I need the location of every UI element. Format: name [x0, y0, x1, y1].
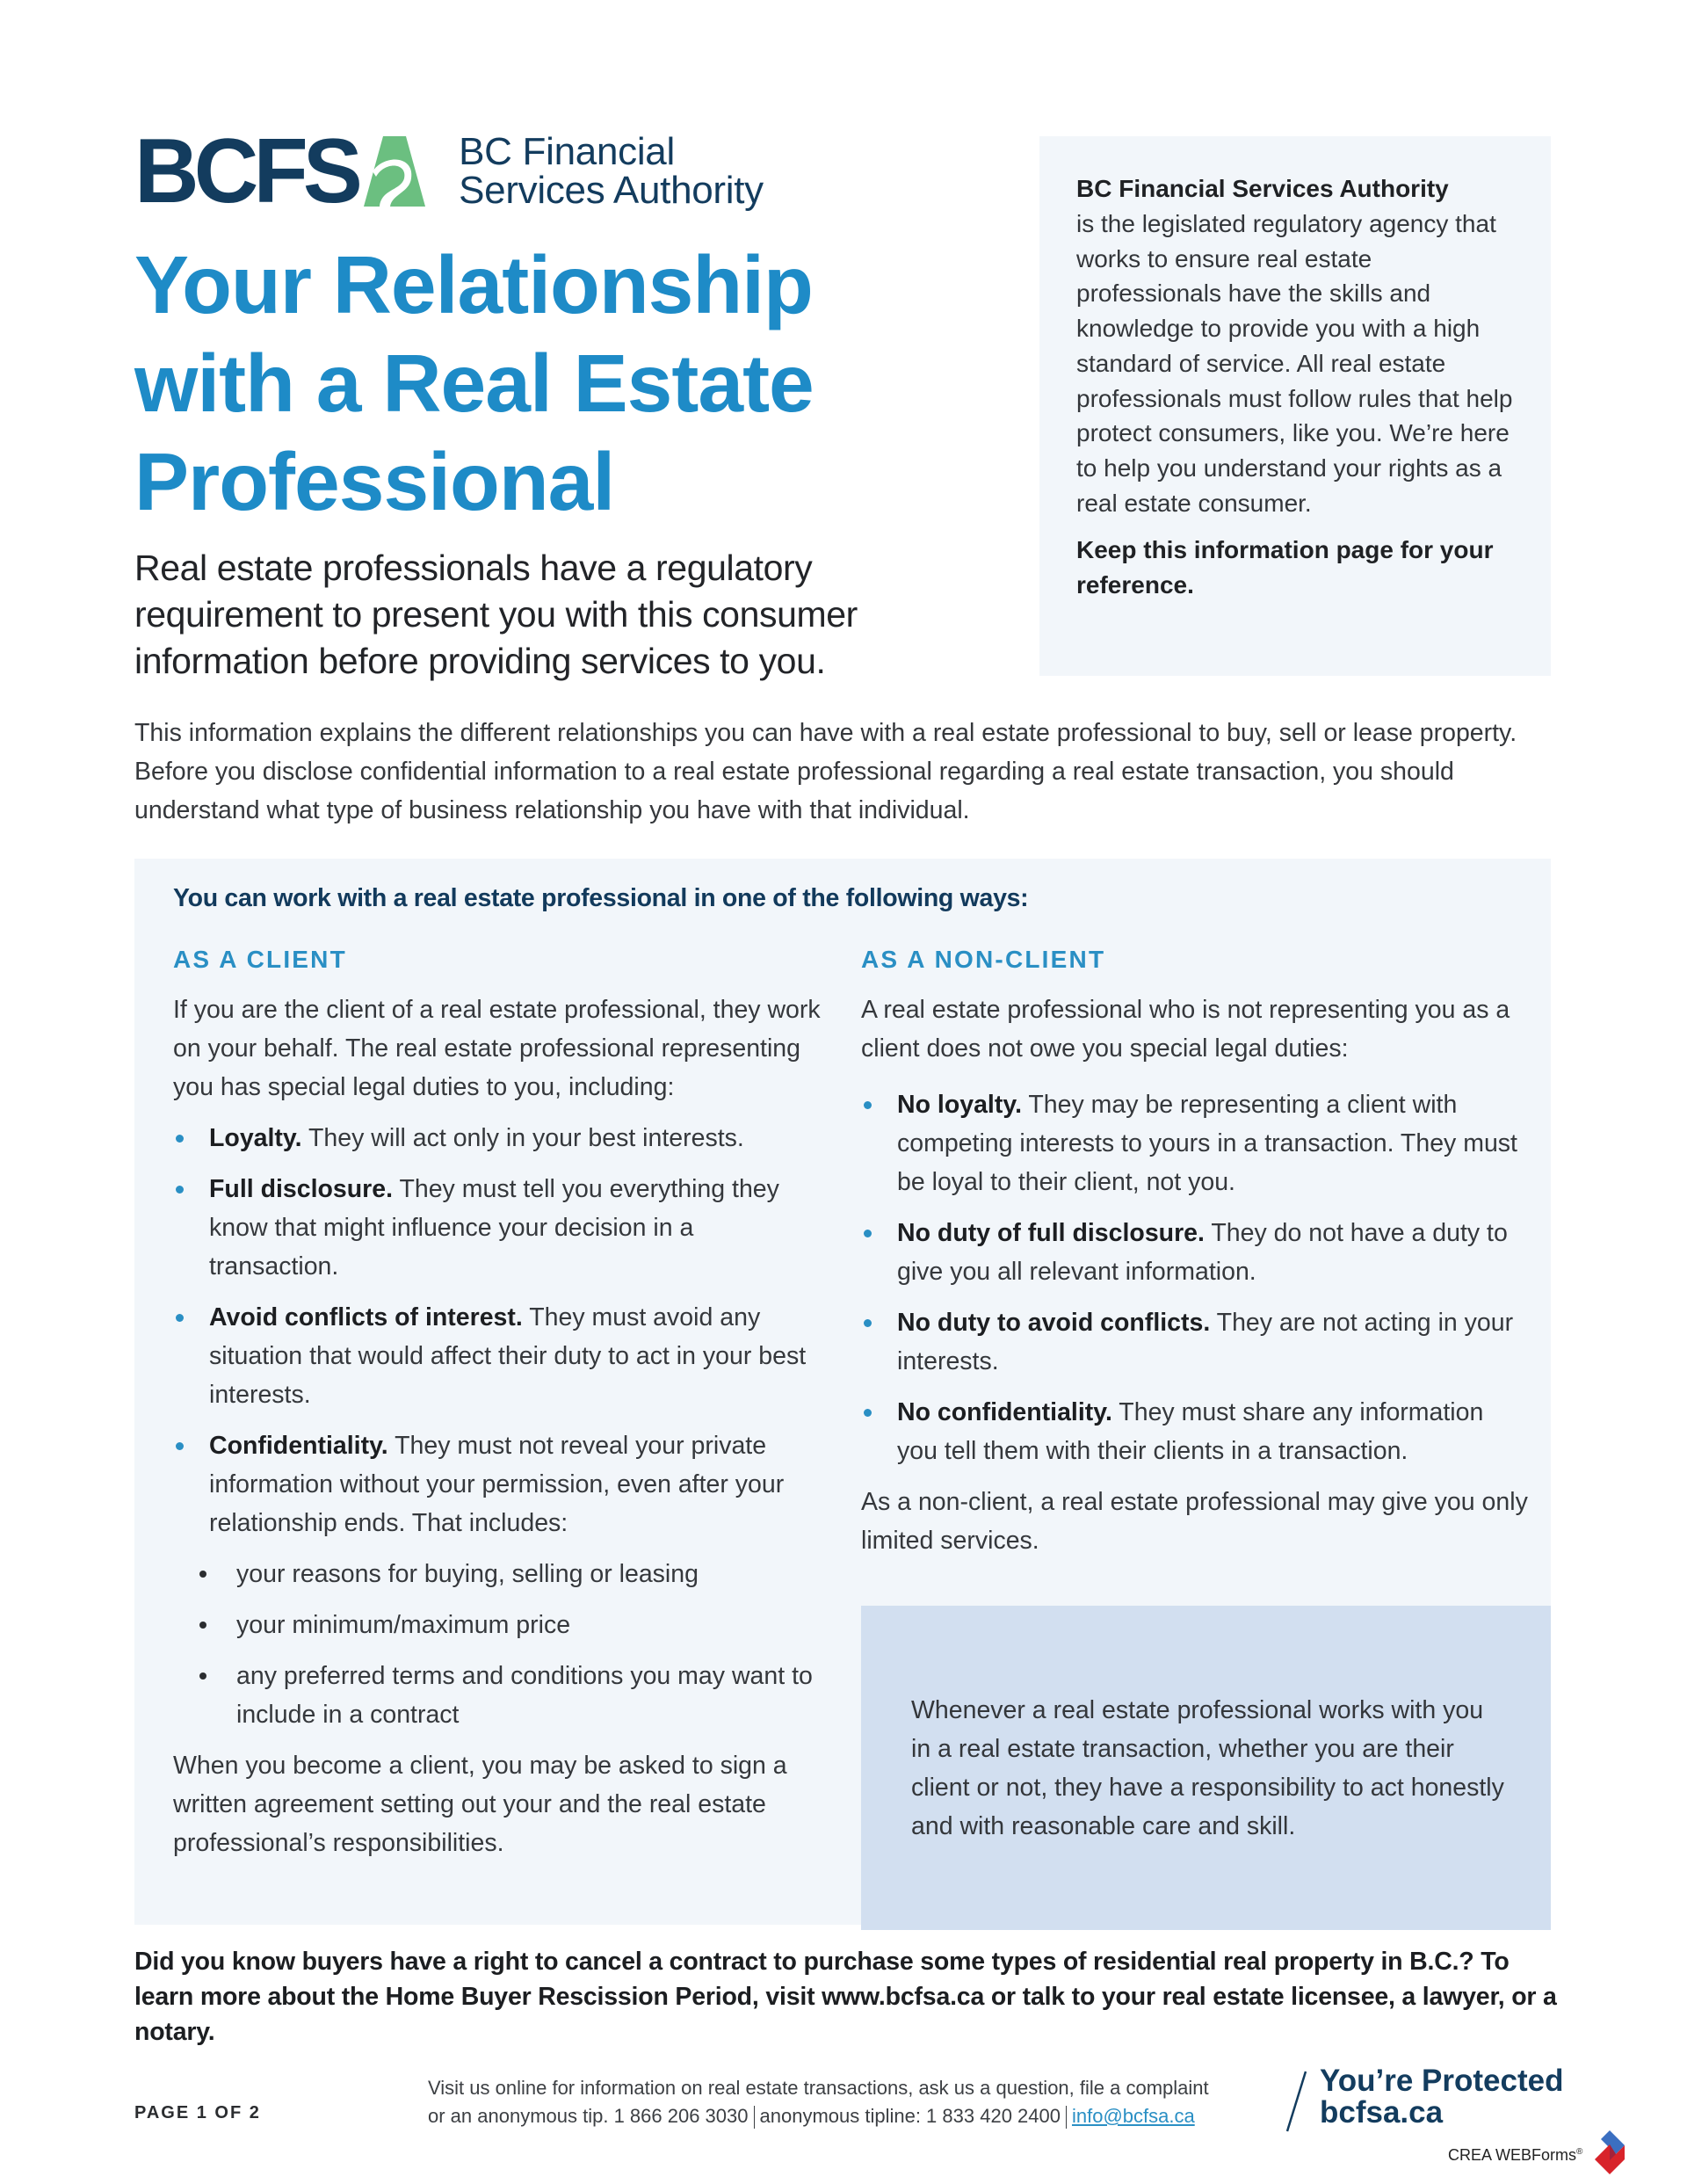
crea-text: CREA WEBForms	[1448, 2146, 1577, 2164]
contact-line1: Visit us online for information on real estate transactions, ask us a question, file a complaint	[428, 2077, 1209, 2099]
duty-term: No duty to avoid conflicts.	[897, 1309, 1211, 1337]
intro-paragraph: This information explains the different relationships you can have with a real estate professional to buy, sell or lease property. Before you disclose confidential information to a real estate professional regarding a real estate transaction, you should understand what type of business relationship you have with that individual.	[134, 719, 1517, 824]
page-title	[134, 236, 925, 531]
page-number: PAGE 1 OF 2	[134, 2103, 261, 2122]
responsibility-callout	[861, 1606, 1551, 1930]
list-item	[861, 1214, 1529, 1291]
list-item	[173, 1657, 823, 1734]
protected-text: You’re Protected	[1320, 2064, 1564, 2098]
duty-text: They must tell you everything they know that might influence your decision in a transaction.	[209, 1175, 779, 1281]
list-item	[173, 1119, 823, 1157]
non-client-heading: AS A NON-CLIENT	[861, 946, 1106, 973]
list-item	[861, 1393, 1529, 1470]
subtitle: Real estate professionals have a regulatory requirement to present you with this consumer information before providing services to you.	[134, 548, 858, 681]
duty-text: They must share any information you tell them with their clients in a transaction.	[897, 1398, 1484, 1465]
logo-letters: BCFS	[134, 120, 358, 222]
client-intro: If you are the client of a real estate professional, they work on your behalf. The real estate professional representing you has special legal duties to you, including:	[173, 996, 821, 1101]
separator	[754, 2106, 755, 2129]
duty-text: They must not reveal your private information without your permission, even after your relationship ends. That includes:	[209, 1432, 785, 1537]
logo-org-name	[459, 130, 764, 212]
bcfsa-logo	[134, 120, 764, 222]
bullet-icon	[199, 1672, 206, 1680]
title-line1: Your Relationship	[134, 239, 813, 330]
bullet-icon	[176, 1186, 184, 1194]
crea-logo-icon	[1595, 2130, 1625, 2174]
title-line2: with a Real Estate	[134, 337, 814, 429]
ways-heading: You can work with a real estate professional in one of the following ways:	[173, 884, 1029, 912]
website-link[interactable]: bcfsa.ca	[1320, 2095, 1444, 2130]
list-item	[173, 1426, 823, 1734]
client-heading: AS A CLIENT	[173, 946, 347, 973]
list-item	[173, 1606, 823, 1644]
logo-name-line2: Services Authority	[459, 169, 764, 212]
non-client-duties-list	[861, 1085, 1529, 1470]
client-column	[173, 942, 823, 1862]
client-closing: When you become a client, you may be asked to sign a written agreement setting out your and the real estate professional’s responsibilities.	[173, 1752, 787, 1857]
callout-text: Whenever a real estate professional works with you in a real estate transaction, whether you are their client or not, they have a responsibility to act honestly and with reasonable care and skill.	[911, 1695, 1504, 1840]
item-text: your reasons for buying, selling or leasing	[236, 1560, 699, 1588]
bullet-icon	[864, 1319, 872, 1327]
client-duties-list	[173, 1119, 823, 1734]
separator	[1066, 2106, 1067, 2129]
duty-term: Avoid conflicts of interest.	[209, 1303, 523, 1331]
about-description: is the legislated regulatory agency that works to ensure real estate professionals have the skills and knowledge to provide you with a high standard of service. All real estate professionals must follow rules that help protect consumers, like you. We’re here to help you understand your rights as a real estate consumer.	[1076, 210, 1513, 517]
item-text: any preferred terms and conditions you may want to include in a contract	[236, 1662, 813, 1729]
duty-text: They must avoid any situation that would affect their duty to act in your best interests.	[209, 1303, 807, 1409]
duty-text: They do not have a duty to give you all relevant information.	[897, 1219, 1508, 1286]
registered-mark: ®	[1576, 2147, 1583, 2157]
tipline-number: anonymous tipline: 1 833 420 2400	[759, 2105, 1061, 2127]
duty-term: No loyalty.	[897, 1091, 1022, 1119]
non-client-closing: As a non-client, a real estate professional may give you only limited services.	[861, 1488, 1528, 1555]
logo-name-line1: BC Financial	[459, 130, 675, 173]
youre-protected-tagline	[1320, 2065, 1563, 2129]
list-item	[173, 1555, 823, 1593]
title-line3: Professional	[134, 436, 615, 527]
duty-term: Full disclosure.	[209, 1175, 394, 1203]
duty-text: They may be representing a client with competing interests to yours in a transaction. They must be loyal to their client, not you.	[897, 1091, 1517, 1196]
about-bcfsa-box	[1039, 136, 1551, 676]
keep-notice: Keep this information page for your reference.	[1076, 536, 1494, 599]
slash-divider-icon	[1285, 2070, 1307, 2133]
about-org-name: BC Financial Services Authority	[1076, 175, 1449, 202]
bullet-icon	[199, 1571, 206, 1578]
email-link[interactable]: info@bcfsa.ca	[1071, 2105, 1195, 2127]
duty-term: Confidentiality.	[209, 1432, 388, 1460]
bullet-icon	[176, 1314, 184, 1322]
bullet-icon	[864, 1409, 872, 1417]
logo-a-leaf-icon	[364, 136, 425, 207]
rescission-notice: Did you know buyers have a right to cancel a contract to purchase some types of residential real property in B.C.? To learn more about the Home Buyer Rescission Period, visit www.bcfsa.ca or talk to your real estate licensee, a lawyer, or a notary.	[134, 1948, 1557, 2046]
bullet-icon	[864, 1101, 872, 1109]
duty-text: They will act only in your best interests.	[301, 1124, 744, 1152]
non-client-column	[861, 942, 1529, 1560]
list-item	[861, 1085, 1529, 1201]
list-item	[173, 1170, 823, 1286]
item-text: your minimum/maximum price	[236, 1611, 571, 1639]
duty-term: No confidentiality.	[897, 1398, 1112, 1426]
phone-number: or an anonymous tip. 1 866 206 3030	[428, 2105, 749, 2127]
duty-term: Loyalty.	[209, 1124, 302, 1152]
bullet-icon	[176, 1135, 184, 1143]
bullet-icon	[864, 1230, 872, 1237]
contact-line2	[428, 2102, 1271, 2130]
list-item	[861, 1303, 1529, 1381]
bullet-icon	[199, 1622, 206, 1629]
list-item	[173, 1298, 823, 1414]
bullet-icon	[176, 1442, 184, 1450]
duty-text: They are not acting in your interests.	[897, 1309, 1514, 1375]
non-client-intro: A real estate professional who is not representing you as a client does not owe you special legal duties:	[861, 996, 1510, 1063]
duty-term: No duty of full disclosure.	[897, 1219, 1205, 1247]
crea-webforms-label	[1448, 2146, 1582, 2165]
contact-info	[428, 2074, 1271, 2130]
logo-mark	[134, 120, 425, 222]
confidential-items-list	[173, 1555, 823, 1734]
